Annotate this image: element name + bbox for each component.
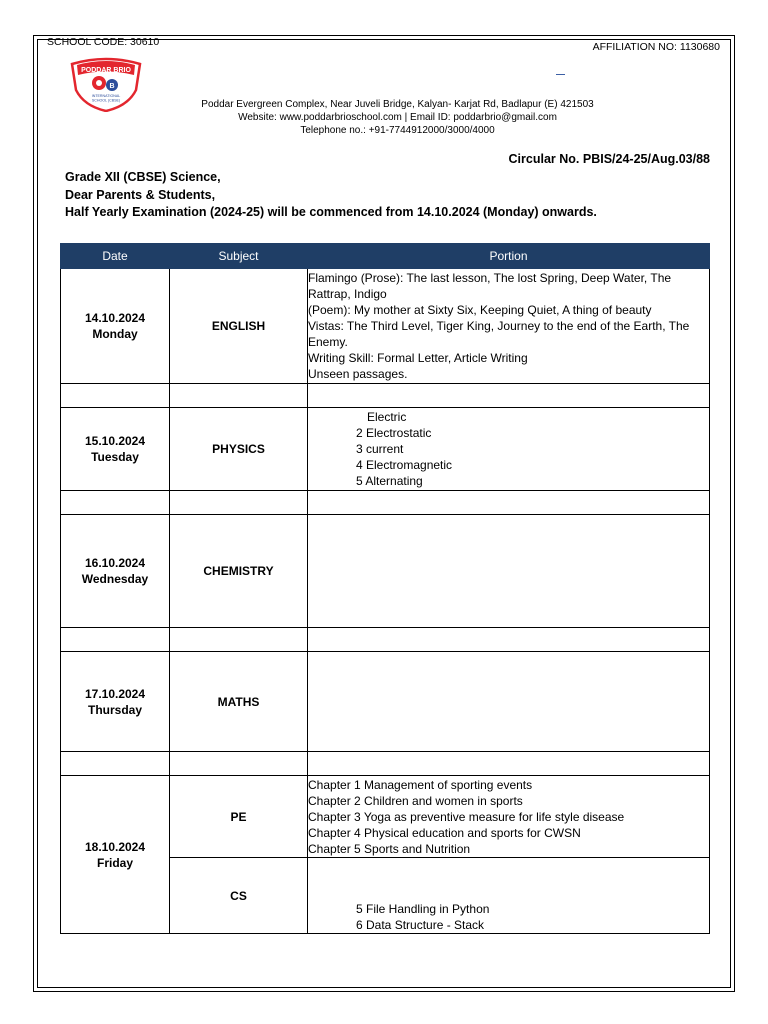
table-row	[61, 776, 710, 858]
portion-line: 4 Electromagnetic	[356, 458, 453, 472]
date-cell	[61, 652, 170, 752]
affiliation-number: AFFILIATION NO: 1130680	[592, 41, 720, 53]
exam-day: Monday	[92, 327, 138, 341]
exam-day: Thursday	[87, 702, 142, 717]
svg-text:PODDAR BRIO: PODDAR BRIO	[81, 67, 131, 74]
exam-day: Wednesday	[81, 572, 149, 586]
exam-announcement: Half Yearly Examination (2024-25) will be commenced from 14.10.2024 (Monday) onwards.	[65, 205, 597, 219]
portion-cell	[308, 652, 710, 752]
table-row	[61, 408, 710, 491]
portion-cell	[308, 776, 710, 858]
exam-schedule-table	[60, 243, 710, 934]
spacer-row	[61, 384, 710, 408]
intro-block	[65, 169, 597, 222]
subject-physics: PHYSICS	[170, 408, 308, 491]
subject-maths: MATHS	[170, 652, 308, 752]
portion-line: Chapter 4 Physical education and sports for CWSN	[308, 825, 581, 840]
exam-date: 18.10.2024	[84, 839, 146, 854]
spacer-row	[61, 628, 710, 652]
telephone-line: Telephone no.: +91-7744912000/3000/4000	[300, 125, 495, 136]
portion-cell	[308, 408, 710, 491]
header-date: Date	[61, 244, 170, 269]
portion-line: 2 Electrostatic	[356, 426, 432, 440]
spacer-row	[61, 752, 710, 776]
exam-date: 16.10.2024	[84, 556, 146, 570]
portion-line: Chapter 2 Children and women in sports	[308, 793, 523, 808]
svg-text:SCHOOL (CBSE): SCHOOL (CBSE)	[91, 98, 121, 103]
school-code: SCHOOL CODE: 30610	[47, 36, 160, 48]
table-row	[61, 515, 710, 628]
portion-line: Vistas: The Third Level, Tiger King, Journey to the end of the Earth, The Enemy.	[308, 319, 690, 349]
subject-cs: CS	[170, 858, 308, 934]
svg-text:B: B	[109, 83, 115, 90]
svg-text:INTERNATIONAL: INTERNATIONAL	[91, 94, 121, 98]
grade-line: Grade XII (CBSE) Science,	[65, 170, 221, 184]
address-line: Poddar Evergreen Complex, Near Juveli Bridge, Kalyan- Karjat Rd, Badlapur (E) 421503	[201, 99, 594, 110]
exam-date: 17.10.2024	[84, 686, 146, 701]
date-cell	[61, 776, 170, 934]
exam-day: Tuesday	[91, 450, 139, 464]
date-cell	[61, 408, 170, 491]
table-row	[61, 269, 710, 384]
school-address	[0, 98, 768, 137]
exam-date: 15.10.2024	[84, 434, 146, 448]
contact-line: Website: www.poddarbrioschool.com | Email ID: poddarbrio@gmail.com	[238, 112, 557, 123]
portion-cell	[308, 858, 710, 934]
portion-cell	[308, 269, 710, 384]
header-portion: Portion	[308, 244, 710, 269]
link-dash	[556, 74, 565, 75]
date-cell	[61, 269, 170, 384]
exam-day: Friday	[96, 855, 133, 870]
portion-line: Chapter 1 Management of sporting events	[308, 777, 533, 792]
portion-line: 5 Alternating	[356, 474, 423, 488]
spacer-row	[61, 491, 710, 515]
subject-pe: PE	[170, 776, 308, 858]
circular-number: Circular No. PBIS/24-25/Aug.03/88	[508, 152, 710, 166]
subject-english: ENGLISH	[170, 269, 308, 384]
portion-line: Writing Skill: Formal Letter, Article Writing	[308, 351, 528, 365]
portion-line: Unseen passages.	[308, 367, 408, 381]
portion-line: Chapter 5 Sports and Nutrition	[308, 841, 471, 856]
salutation: Dear Parents & Students,	[65, 187, 216, 202]
table-row	[61, 652, 710, 752]
exam-date: 14.10.2024	[84, 311, 146, 325]
subject-chemistry: CHEMISTRY	[170, 515, 308, 628]
date-cell	[61, 515, 170, 628]
portion-line: 6 Data Structure - Stack	[356, 918, 485, 932]
portion-cell	[308, 515, 710, 628]
header-subject: Subject	[170, 244, 308, 269]
portion-line: (Poem): My mother at Sixty Six, Keeping Quiet, A thing of beauty	[308, 303, 652, 317]
portion-line: Flamingo (Prose): The last lesson, The lost Spring, Deep Water, The Rattrap, Indigo	[308, 271, 672, 301]
portion-line: 5 File Handling in Python	[356, 902, 490, 916]
portion-line: Chapter 3 Yoga as preventive measure for life style disease	[308, 809, 625, 824]
portion-line: 3 current	[356, 442, 404, 456]
table-header-row	[61, 244, 710, 269]
portion-line: Electric	[367, 410, 407, 424]
